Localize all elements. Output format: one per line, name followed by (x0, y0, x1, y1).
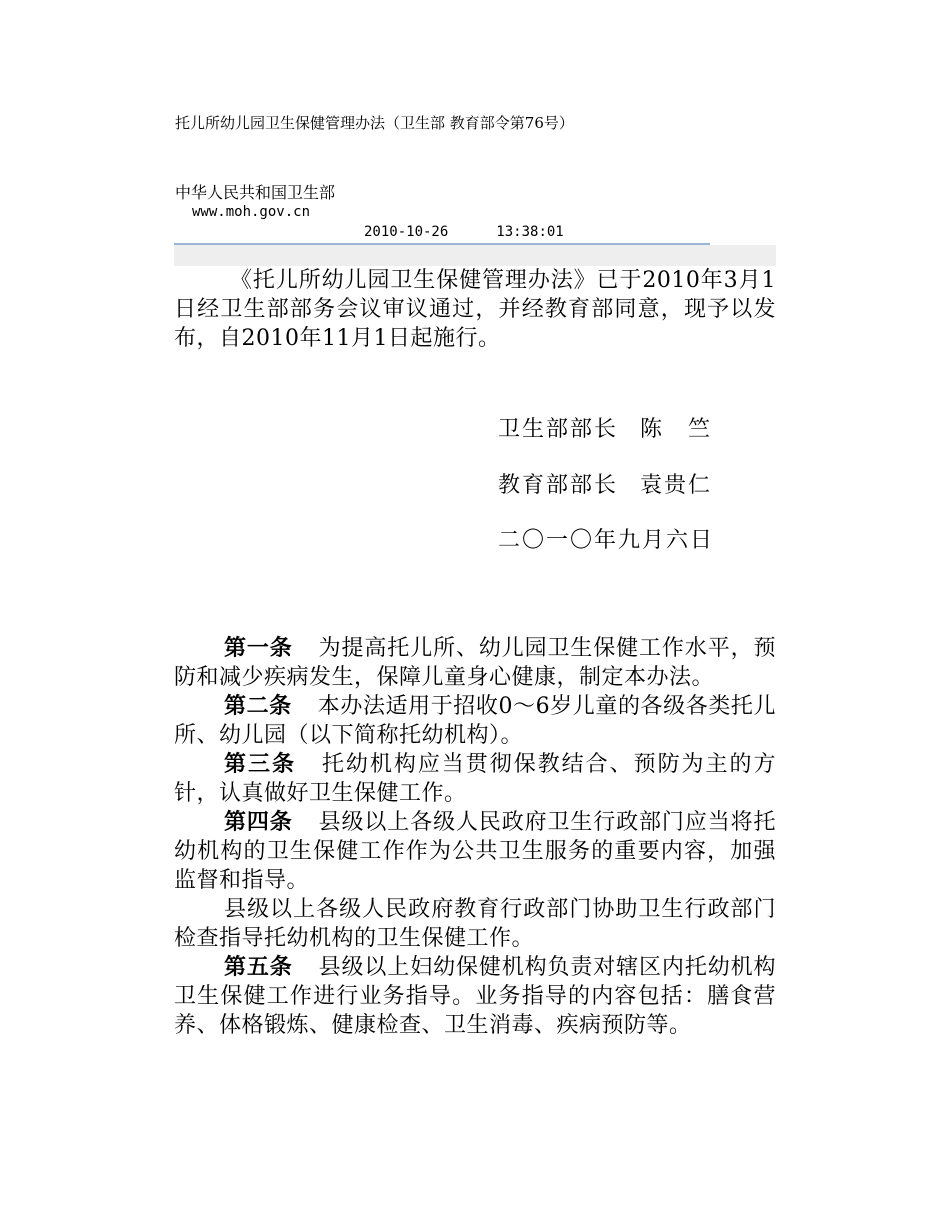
article-text: 为提高托儿所、幼儿园卫生保健工作水平，预防和减少疾病发生，保障儿童身心健康，制定本办法。 (174, 636, 776, 690)
article-number: 第五条 (224, 955, 293, 980)
articles-body (174, 634, 776, 1040)
article-text: 县级以上各级人民政府卫生行政部门应当将托幼机构的卫生保健工作作为公共卫生服务的重要内容，加强监督和指导。 (174, 810, 776, 893)
article-text: 托幼机构应当贯彻保教结合、预防为主的方针，认真做好卫生保健工作。 (174, 752, 776, 806)
document-title: 托儿所幼儿园卫生保健管理办法（卫生部 教育部令第76号） (175, 114, 574, 132)
article-number: 第三条 (224, 752, 296, 777)
article-number: 第四条 (224, 810, 293, 835)
signature-health-minister (498, 412, 712, 443)
article-text: 县级以上妇幼保健机构负责对辖区内托幼机构卫生保健工作进行业务指导。业务指导的内容包括：膳食营养、体格锻炼、健康检查、卫生消毒、疾病预防等。 (174, 955, 776, 1038)
publish-time: 13:38:01 (496, 224, 564, 240)
publisher-name: 中华人民共和国卫生部 (175, 183, 336, 202)
article-number: 第二条 (224, 694, 292, 719)
signature-person: 陈 竺 (640, 417, 713, 442)
signature-date: 二〇一〇年九月六日 (498, 528, 715, 553)
article-text: 本办法适用于招收0～6岁儿童的各级各类托儿所、幼儿园（以下简称托幼机构）。 (174, 694, 776, 748)
publish-date: 2010-10-26 (364, 224, 449, 240)
article-paragraph (174, 692, 776, 750)
signature-role: 教育部部长 (498, 473, 619, 498)
website-link[interactable]: www.moh.gov.cn (192, 204, 311, 220)
signature-role: 卫生部部长 (498, 417, 619, 442)
article-text: 县级以上各级人民政府教育行政部门协助卫生行政部门检查指导托幼机构的卫生保健工作。 (174, 897, 776, 951)
article-paragraph (174, 953, 776, 1040)
article-paragraph (174, 750, 776, 808)
signature-person: 袁贵仁 (640, 473, 713, 498)
article-paragraph (174, 634, 776, 692)
publish-datetime (364, 224, 564, 240)
article-paragraph (174, 895, 776, 953)
header-band (174, 245, 776, 266)
intro-paragraph: 《托儿所幼儿园卫生保健管理办法》已于2010年3月1日经卫生部部务会议审议通过，并经教育部同意，现予以发布，自2010年11月1日起施行。 (174, 268, 776, 351)
signature-education-minister (498, 468, 712, 499)
article-number: 第一条 (224, 636, 293, 661)
article-paragraph (174, 808, 776, 895)
